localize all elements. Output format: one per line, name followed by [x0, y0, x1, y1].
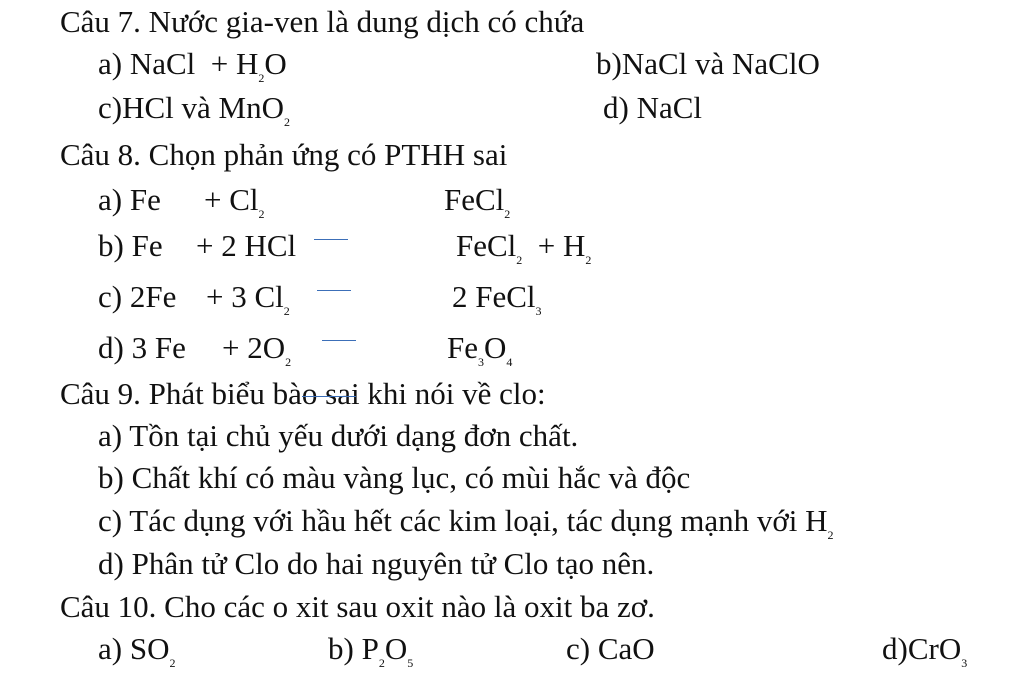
q8-title: Câu 8. Chọn phản ứng có PTHH sai [60, 137, 508, 172]
q7-option-d: d) NaCl [603, 90, 703, 125]
q9-option-b: b) Chất khí có màu vàng lục, có mùi hắc và độc [98, 460, 691, 495]
q8-option-c-product: 2 FeCl$_3$ [452, 279, 542, 318]
q8-option-b-reagent: + 2 HCl [196, 228, 297, 263]
reaction-arrow [314, 239, 348, 240]
q8-option-a-product: FeCl$_2$ [444, 182, 511, 221]
q10-option-a: a) $SO_2$ [98, 631, 176, 670]
q7-option-a: a) NaCl + $H_2O$ [98, 46, 287, 85]
q10-option-c: c) CaO [566, 631, 655, 666]
q8-option-a-left: a) Fe [98, 182, 161, 217]
q9-option-c: c) Tác dụng với hầu hết các kim loại, tác dụng mạnh với $H_2$ [98, 503, 834, 542]
q8-option-d-reagent: + $2O_2$ [222, 330, 292, 369]
q7-option-b: b)NaCl và NaClO [596, 46, 820, 81]
q8-option-c-reagent: + 3 $Cl_2$ [206, 279, 290, 318]
q8-option-c-left: c) 2Fe [98, 279, 177, 314]
q8-option-d-product: $Fe_3O_4$ [447, 330, 513, 369]
q8-option-b-left: b) Fe [98, 228, 163, 263]
q9-title: Câu 9. Phát biểu bào sai khi nói về clo: [60, 376, 546, 411]
q8-option-d-left: d) 3 Fe [98, 330, 186, 365]
reaction-arrow [322, 340, 356, 341]
q8-option-b-product: FeCl$_2$ + $H_2$ [456, 228, 592, 267]
q10-option-b: b) $P_2O_5$ [328, 631, 414, 670]
q9-option-d: d) Phân tử Clo do hai nguyên tử Clo tạo nên. [98, 546, 655, 581]
q7-option-c: c)HCl và MnO$_2$ [98, 90, 290, 129]
q10-title: Câu 10. Cho các o xit sau oxit nào là oxit ba zơ. [60, 589, 655, 624]
q8-option-a-reagent: + $Cl_2$ [204, 182, 265, 221]
q10-option-d: d)CrO$_3$ [882, 631, 968, 670]
reaction-arrow [317, 290, 351, 291]
q7-title: Câu 7. Nước gia-ven là dung dịch có chứa [60, 4, 585, 39]
q9-option-a: a) Tồn tại chủ yếu dưới dạng đơn chất. [98, 418, 579, 453]
strike-mark [302, 396, 356, 397]
